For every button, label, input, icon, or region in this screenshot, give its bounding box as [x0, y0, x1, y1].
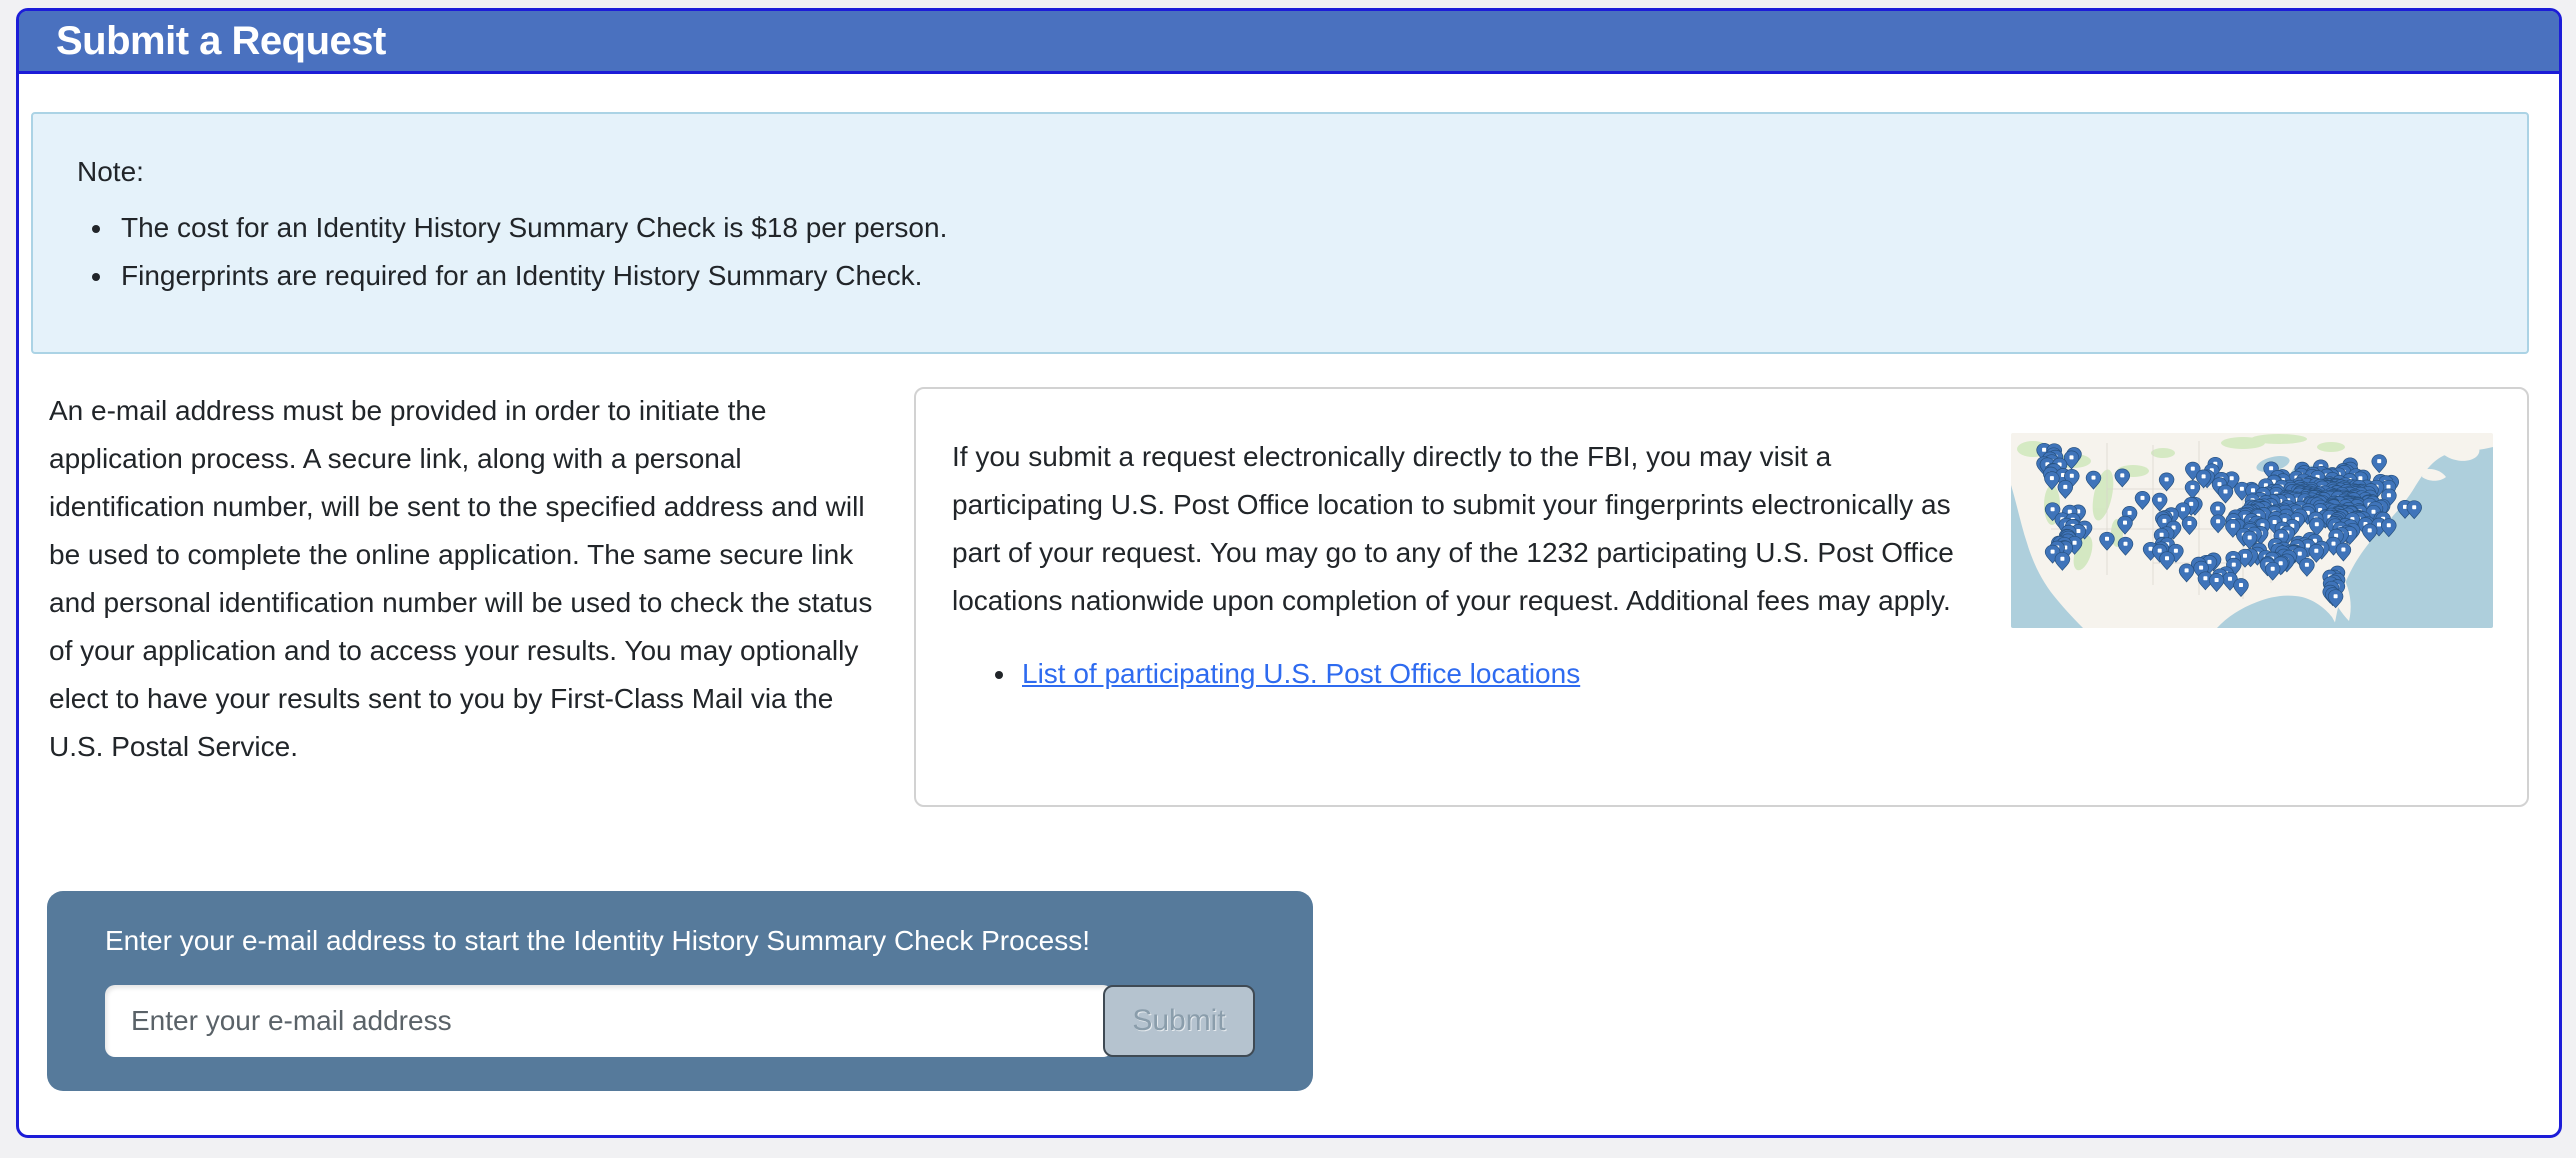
post-office-links [952, 658, 2493, 690]
post-office-box [914, 387, 2529, 807]
post-office-locations-link[interactable]: List of participating U.S. Post Office locations [1022, 658, 1581, 689]
content-row [49, 387, 2529, 807]
page-title: Submit a Request [56, 18, 386, 63]
post-office-link-item [1018, 658, 2493, 690]
note-item-fingerprints: • Fingerprints are required for an Identity History Summary Check. [115, 252, 2483, 300]
page-header [19, 11, 2559, 74]
note-item-cost: • The cost for an Identity History Summary Check is $18 per person. [115, 204, 2483, 252]
note-list [77, 204, 2483, 300]
submit-button[interactable]: Submit [1103, 985, 1255, 1057]
email-form-row [105, 985, 1255, 1057]
submit-request-panel [16, 8, 2562, 1138]
email-input[interactable] [105, 985, 1113, 1057]
email-form-heading: Enter your e-mail address to start the Identity History Summary Check Process! [105, 925, 1091, 956]
intro-paragraph: An e-mail address must be provided in order to initiate the application process. A secure link, along with a personal identification number, will be sent to the specified address and will be used to complete the online application. The same secure link and personal identification number will be used to check the status of your application and to access your results. You may optionally elect to have your results sent to you by First-Class Mail via the U.S. Postal Service. [49, 395, 873, 762]
email-form [47, 891, 1313, 1091]
note-box [31, 112, 2529, 354]
post-office-locations-map [2011, 433, 2493, 628]
note-label: Note: [77, 156, 144, 187]
post-office-paragraph: If you submit a request electronically directly to the FBI, you may visit a participating U.S. Post Office location to submit your fingerprints electronically as part of your request. You may go to any of the 1232 participating U.S. Post Office locations nationwide upon completion of your request. Additional fees may apply. [952, 441, 1954, 616]
